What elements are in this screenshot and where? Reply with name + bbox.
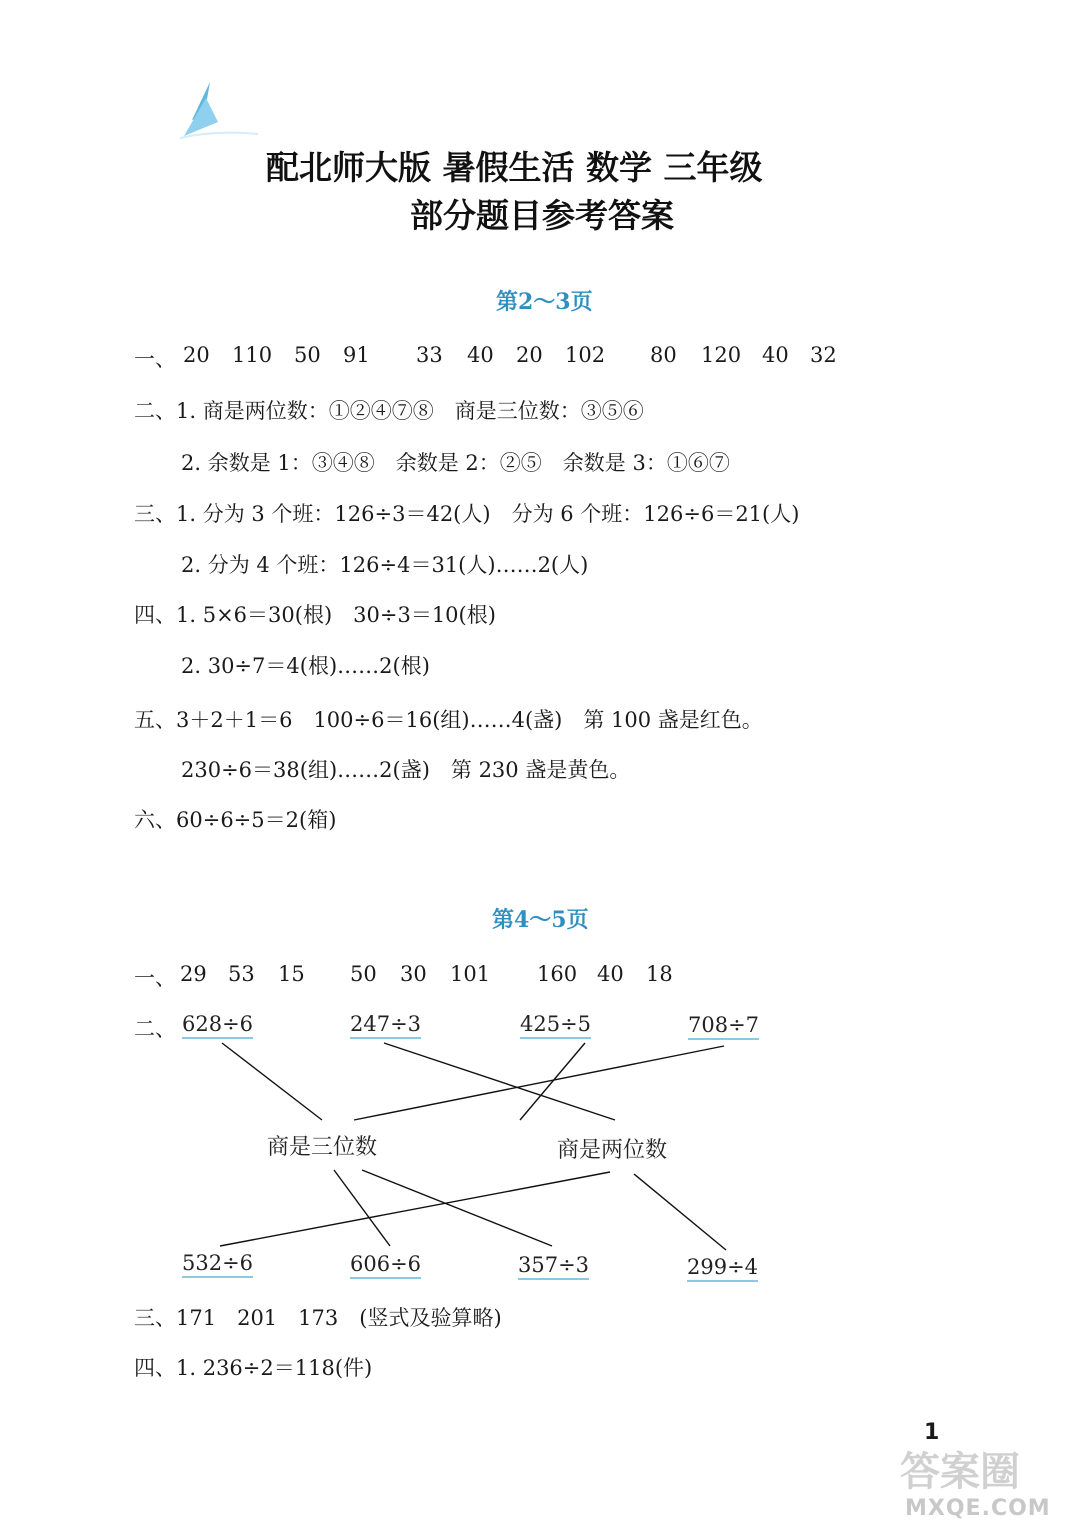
watermark-logo: 答案圈 xyxy=(900,1449,1020,1495)
answer-line: 四、1. 5×6＝30(根) 30÷3＝10(根) xyxy=(134,603,496,627)
match-line xyxy=(334,1170,390,1246)
answer-value: 91 xyxy=(343,343,370,367)
match-line xyxy=(520,1043,585,1120)
question-label: 一、 xyxy=(134,347,176,371)
match-line xyxy=(354,1046,724,1120)
division-expression: 628÷6 xyxy=(182,1012,253,1039)
answer-line: 230÷6＝38(组)……2(盏) 第 230 盏是黄色。 xyxy=(181,758,631,782)
match-line xyxy=(384,1043,615,1120)
page-title: 配北师大版 暑假生活 数学 三年级 xyxy=(266,148,763,187)
division-expression: 247÷3 xyxy=(350,1012,421,1039)
division-expression: 708÷7 xyxy=(688,1013,759,1040)
division-expression: 606÷6 xyxy=(350,1252,421,1279)
match-line xyxy=(220,1172,610,1246)
answer-value: 32 xyxy=(810,343,837,367)
answer-value: 20 xyxy=(183,343,210,367)
answer-value: 15 xyxy=(278,962,305,986)
answer-line: 三、1. 分为 3 个班：126÷3＝42(人) 分为 6 个班：126÷6＝21(人) xyxy=(134,502,800,526)
answer-line: 六、60÷6÷5＝2(箱) xyxy=(134,808,337,832)
answer-value: 30 xyxy=(400,962,427,986)
answer-value: 33 xyxy=(416,343,443,367)
section-heading: 第2～3页 xyxy=(496,289,593,315)
answer-value: 53 xyxy=(228,962,255,986)
page-subtitle: 部分题目参考答案 xyxy=(410,196,674,235)
answer-value: 80 xyxy=(650,343,677,367)
division-expression: 299÷4 xyxy=(687,1255,758,1282)
answer-value: 120 xyxy=(701,343,742,367)
answer-value: 50 xyxy=(350,962,377,986)
answer-value: 29 xyxy=(180,962,207,986)
answer-line: 四、1. 236÷2＝118(件) xyxy=(134,1356,373,1380)
section-heading: 第4～5页 xyxy=(492,907,589,933)
answer-line: 2. 余数是 1：③④⑧ 余数是 2：②⑤ 余数是 3：①⑥⑦ xyxy=(181,451,730,475)
category-label: 商是三位数 xyxy=(267,1135,378,1160)
division-expression: 425÷5 xyxy=(520,1012,591,1039)
answer-line: 五、3＋2＋1＝6 100÷6＝16(组)……4(盏) 第 100 盏是红色。 xyxy=(134,708,763,732)
answer-line: 2. 分为 4 个班：126÷4＝31(人)……2(人) xyxy=(181,553,589,577)
answer-line: 2. 30÷7＝4(根)……2(根) xyxy=(181,654,430,678)
division-expression: 532÷6 xyxy=(182,1251,253,1278)
question-label: 二、 xyxy=(134,1017,176,1041)
match-line xyxy=(222,1043,322,1120)
answer-value: 20 xyxy=(516,343,543,367)
answer-value: 18 xyxy=(646,962,673,986)
answer-value: 50 xyxy=(294,343,321,367)
division-expression: 357÷3 xyxy=(518,1253,589,1280)
page-number: 1 xyxy=(924,1420,940,1445)
question-label: 一、 xyxy=(134,966,176,990)
answer-value: 160 xyxy=(537,962,578,986)
answer-value: 40 xyxy=(762,343,789,367)
answer-line: 三、171 201 173 (竖式及验算略) xyxy=(134,1306,502,1330)
answer-value: 102 xyxy=(565,343,606,367)
answer-value: 40 xyxy=(597,962,624,986)
answer-value: 101 xyxy=(450,962,491,986)
category-label: 商是两位数 xyxy=(557,1138,668,1163)
match-line xyxy=(634,1174,726,1250)
answer-line: 二、1. 商是两位数：①②④⑦⑧ 商是三位数：③⑤⑥ xyxy=(134,399,644,423)
answer-value: 40 xyxy=(467,343,494,367)
answer-value: 110 xyxy=(232,343,273,367)
watermark-url: MXQE.COM xyxy=(905,1496,1051,1521)
match-line xyxy=(362,1170,552,1246)
